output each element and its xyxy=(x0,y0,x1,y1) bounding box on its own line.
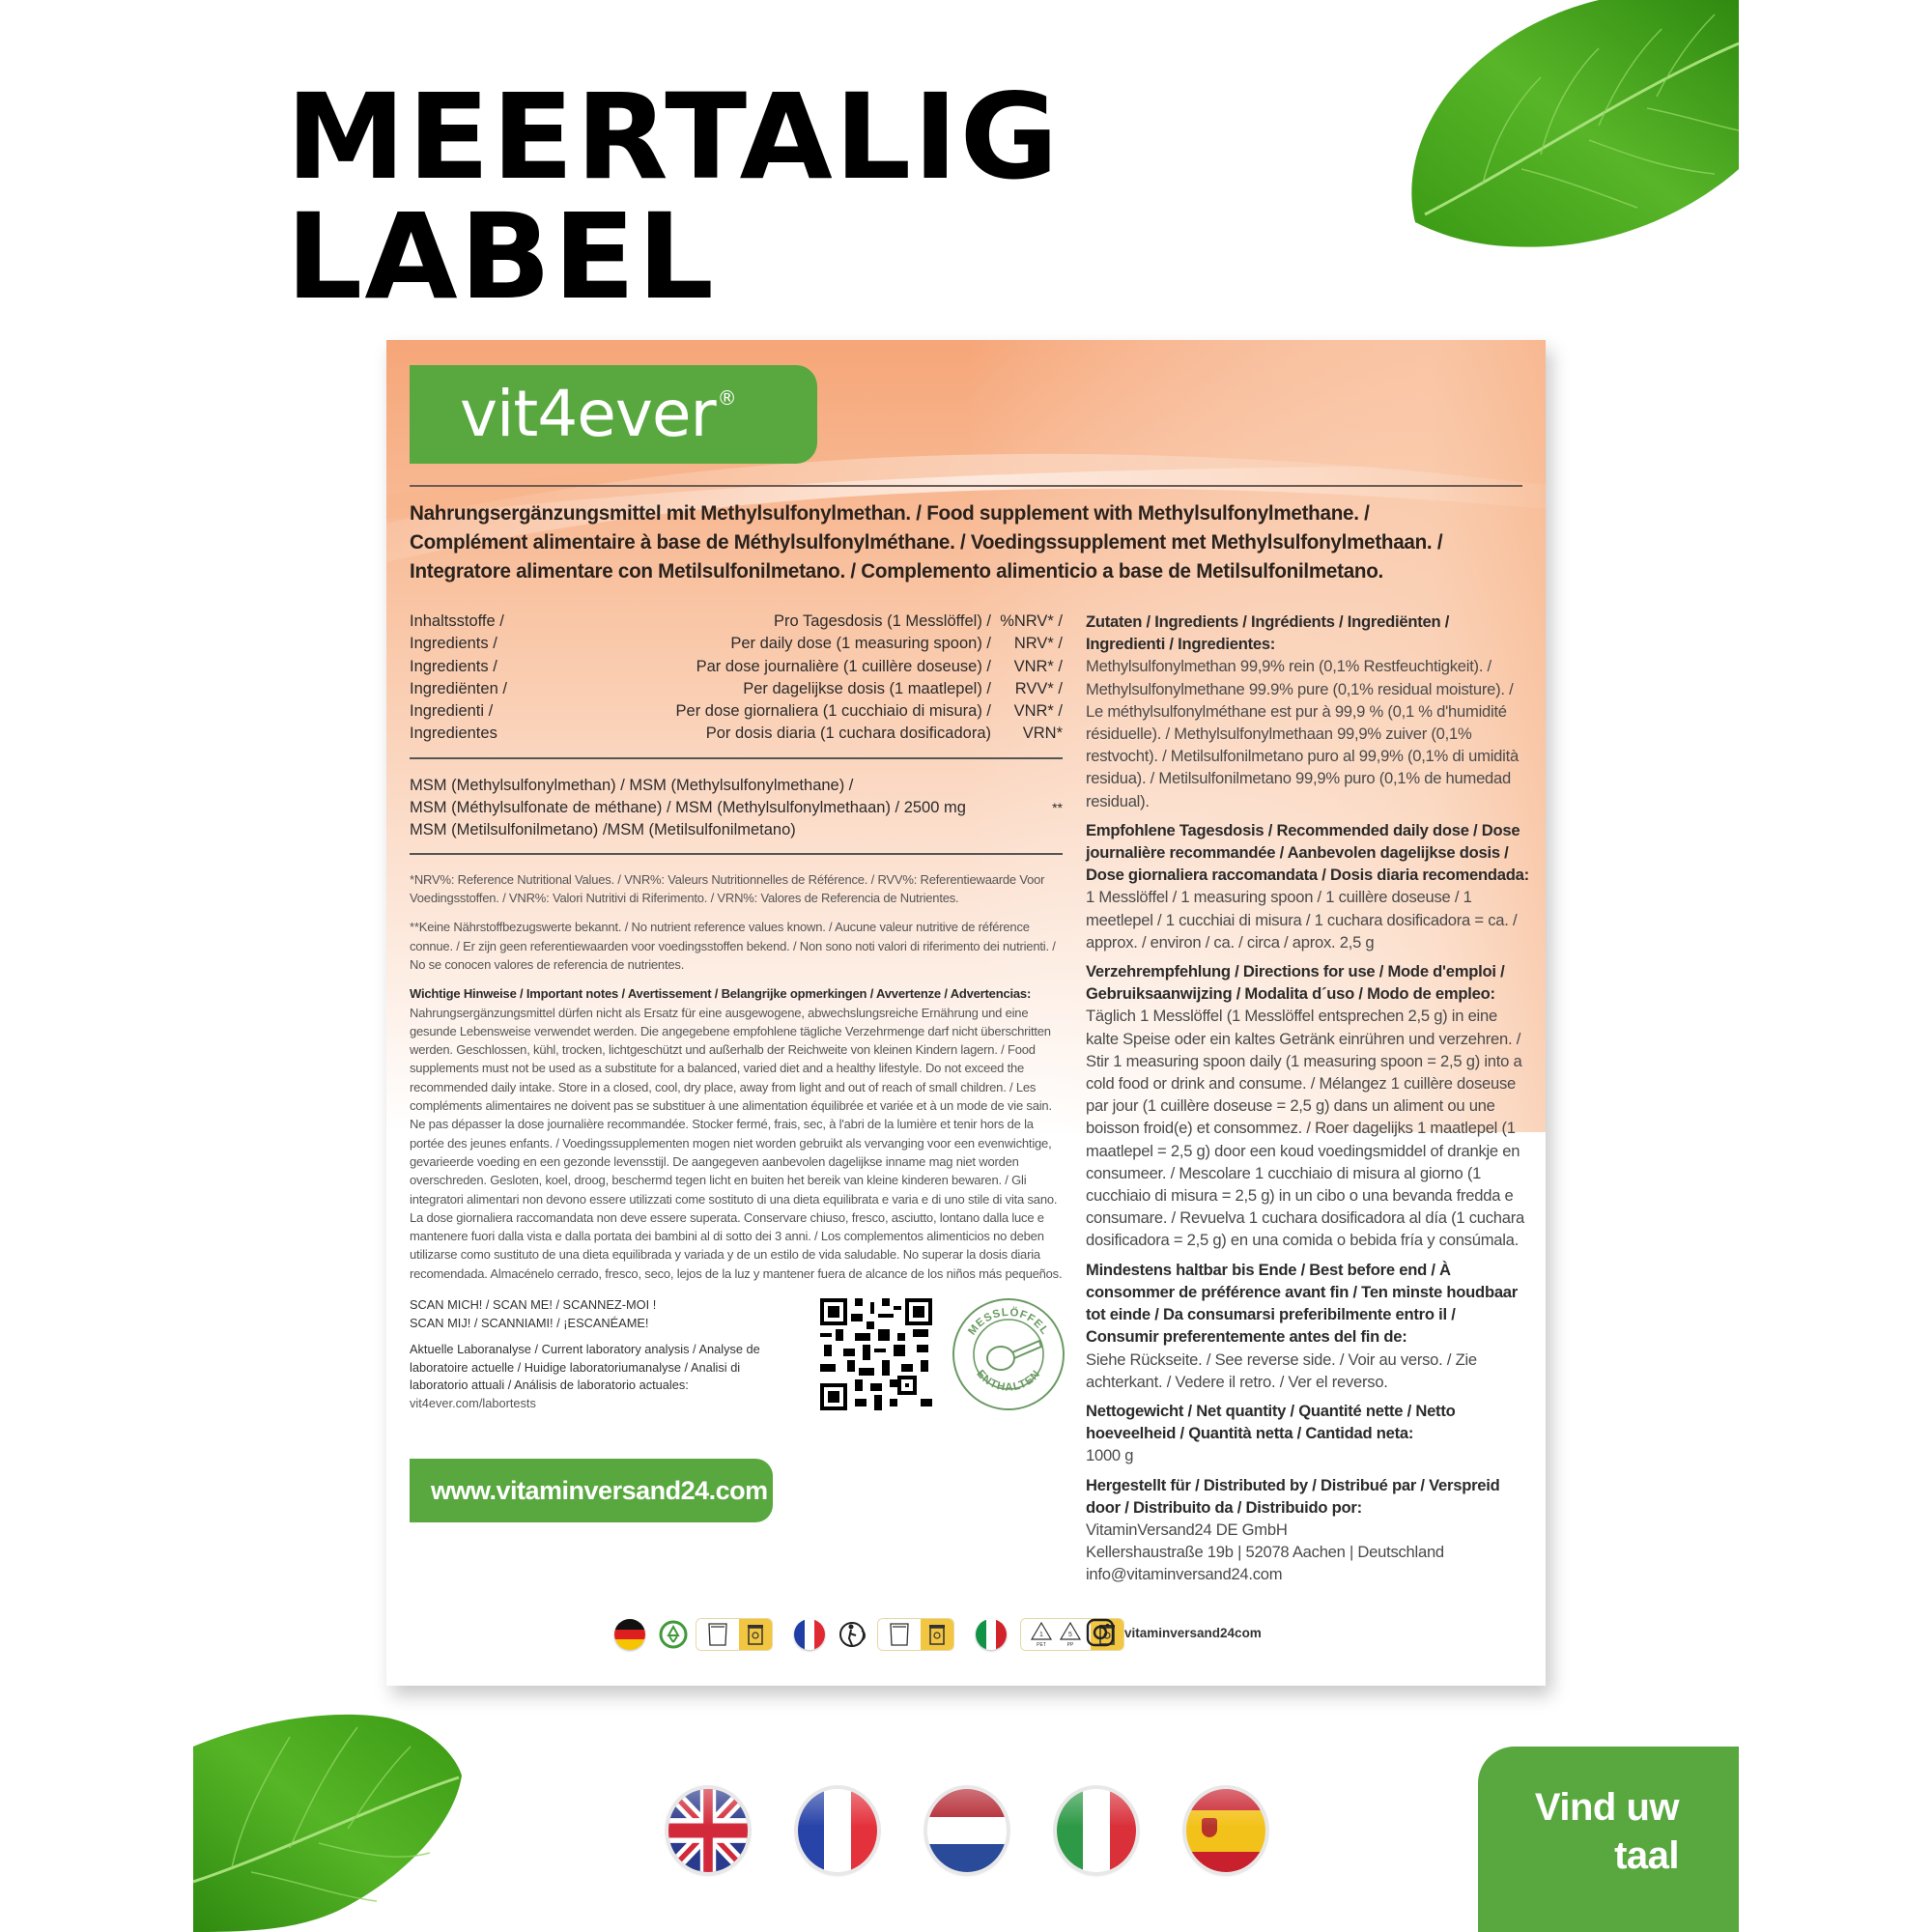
svg-text:1: 1 xyxy=(1039,1632,1043,1638)
flag-spain-icon[interactable] xyxy=(1186,1789,1265,1872)
svg-text:5: 5 xyxy=(1068,1632,1072,1638)
flag-germany-icon xyxy=(614,1619,645,1650)
page-title xyxy=(286,69,1061,326)
flag-uk-icon[interactable] xyxy=(668,1789,748,1872)
distributor-email[interactable]: info@vitaminversand24.com xyxy=(1086,1565,1283,1584)
divider xyxy=(410,853,1063,855)
disposal-card-fr xyxy=(877,1618,954,1651)
instagram-link[interactable] xyxy=(1086,1618,1262,1647)
warnings: Wichtige Hinweise / Important notes / Avertissement / Belangrijke opmerkingen / Avvertenze / Advertencias: Nahrungsergänzungsmittel dürfen nicht als Ersatz für eine ausgewogene, abwechslungsreiche Ernährung und eine gesunde Lebensweise verwendet werden. Die angegebene empfohlene tägliche Verzehrmenge darf nicht überschritten werden. Geschlossen, kühl, trocken, lichtgeschützt und außerhalb der Reichweite von kleinen Kindern lagern. / Food supplements must not be used as a substitute for a balanced, varied diet and a healthy lifestyle. Do not exceed the recommended daily intake. Store in a closed, cool, dry place, away from light and out of reach of small children. / Les compléments alimentaires ne doivent pas se substituer à une alimentation équilibrée et variée et à un mode de vie sain. Ne pas dépasser la dose journalière recommandée. Stocker fermé, frais, sec, à l'abri de la lumière et tenir hors de la portée des jeunes enfants. / Voedingssupplementen mogen niet worden gebruikt als vervanging voor een evenwichtige, gevarieerde voeding en een gezonde levensstijl. De aangegeven aanbevolen dagelijkse inname mag niet worden overschreden. Gesloten, koel, droog, beschermd tegen licht en buiten het bereik van kleine kinderen bewaren. / Gli integratori alimentari non devono essere utilizzati come sostituto di una dieta equilibrata e varia e di uno stile di vita sano. La dose giornaliera raccomandata non deve essere superata. Conservare chiuso, fresco, asciutto, lontano dalla luce e mantenere fuori dalla vista e dalla portata dei bambini al di sotto dei 3 anni. / Los complementos alimenticios no deben utilizarse como sustituto de una dieta equilibrada y variada y de un estilo de vida saludable. No superar la dosis diaria recomendada. Almacénelo cerrado, fresco, seco, lejos de la luz y mantener fuera de alcance de los niños más pequeños. xyxy=(410,986,1063,1281)
pet-1-icon xyxy=(1030,1621,1053,1648)
flag-italy-icon[interactable] xyxy=(1057,1789,1136,1872)
daily-dose-section: Empfohlene Tagesdosis / Recommended daily dose / Dose journalière recommandée / Aanbevolen dagelijkse dosis / Dose giornaliera raccomandata / Dosis diaria recomendada: 1 Messlöffel / 1 measuring spoon / 1 cuillère doseuse / 1 meetlepel / 1 cucchiai di misura / 1 cuchara dosificadora = ca. / approx. / environ / ca. / circa / aprox. 2,5 g xyxy=(1086,820,1529,952)
svg-text:PET: PET xyxy=(1037,1642,1046,1648)
language-flags xyxy=(668,1789,1265,1872)
pp-5-icon xyxy=(1059,1621,1082,1648)
product-label xyxy=(386,340,1546,1686)
scan-section: SCAN MICH! / SCAN ME! / SCANNEZ-MOI ! SCAN MIJ! / SCANNIAMI! / ¡ESCANÉAME! Aktuelle Laboranalyse / Current laboratory analysis / Analyse de laboratoire actuelle / Huidige laboratoriumanalyse / Analisi di laboratorio attuali / Análisis de laboratorio actuales: vit4ever.com/labortests MESSLÖFFEL ENTHALTEN www.vitaminversand24.com xyxy=(410,1296,1063,1548)
product-description: Nahrungsergänzungsmittel mit Methylsulfonylmethan. / Food supplement with Methylsulfonylmethane. / Complément alimentaire à base de Méthylsulfonylméthane. / Voedingssupplement met Methylsulfonylmethaan. / Integratore alimentare con Metilsulfonilmetano. / Complemento alimenticio a base de Metilsulfonilmetano. xyxy=(410,501,1443,582)
measuring-spoon-included-badge xyxy=(951,1296,1066,1412)
flag-france-icon xyxy=(794,1619,825,1650)
qr-code[interactable] xyxy=(819,1298,933,1410)
svg-text:MESSLÖFFEL: MESSLÖFFEL xyxy=(966,1306,1051,1338)
divider xyxy=(410,757,1063,759)
footnote-nrv: *NRV%: Reference Nutritional Values. / VNR%: Valeurs Nutritionnelles de Référence. / RVV%: Referentiewaarde Voor Voedingsstoffen. / VNR%: Valori Nutritivi di Riferimento. / VRN%: Valores de Referencia de Nutrientes. xyxy=(410,871,1045,906)
find-your-language-banner: Vind uw taal xyxy=(1478,1747,1739,1932)
footnotes xyxy=(410,870,1063,1283)
label-right-column xyxy=(1086,611,1530,1593)
recycling-info-row xyxy=(614,1617,1124,1652)
flag-france-icon[interactable] xyxy=(798,1789,877,1872)
leaf-decoration-bottom-left xyxy=(193,1708,464,1932)
instagram-handle: vitaminversand24com xyxy=(1124,1625,1262,1640)
directions-section: Verzehrempfehlung / Directions for use / Mode d'emploi / Gebruiksaanwijzing / Modalita d´uso / Modo de empleo: Täglich 1 Messlöffel (1 Messlöffel entsprechen 2,5 g) in eine kalte Speise oder ein kaltes Getränk einrühren und verzehren. / Stir 1 measuring spoon daily (1 measuring spoon = 2,5 g) into a cold food or drink and consume. / Mélangez 1 cuillère doseuse par jour (1 cuillère doseuse = 2,5 g) dans un aliment ou une boisson froid(e) et consommez. / Roer dagelijks 1 maatlepel (1 maatlepel = 2,5 g) door een koud voedingsmiddel of drankje en consumeer. / Mescolare 1 cucchiaio di misura al giorno (1 cucchiaio di misura = 2,5 g) in un cibo o una bevanda fredda e consumare. / Revuelva 1 cuchara dosificadora al día (1 cuchara dosificadora = 2,5 g) en una comida o bebida fría y consúmala. xyxy=(1086,962,1524,1250)
instagram-icon xyxy=(1086,1618,1115,1647)
flag-netherlands-icon[interactable] xyxy=(927,1789,1007,1872)
net-quantity-section: Nettogewicht / Net quantity / Quantité nette / Netto hoeveelheid / Quantità netta / Cantidad neta: 1000 g xyxy=(1086,1401,1456,1465)
pouch-icon xyxy=(707,1622,728,1647)
brand-logo xyxy=(410,365,817,464)
disposal-card-de xyxy=(696,1618,773,1651)
yellow-bin-icon xyxy=(928,1623,946,1646)
nutrition-table-row-msm: MSM (Methylsulfonylmethan) / MSM (Methylsulfonylmethane) / MSM (Méthylsulfonate de méthane) / MSM (Methylsulfonylmethaan) / 2500 mg MSM (Metilsulfonilmetano) /MSM (Metilsulfonilmetano) ** xyxy=(410,776,1063,838)
brand-name: vit4ever ® xyxy=(460,377,736,451)
flag-italy-icon xyxy=(976,1619,1007,1650)
website-link-button[interactable]: www.vitaminversand24.com xyxy=(410,1459,773,1522)
title-line-2: LABEL xyxy=(286,188,716,326)
title-line-1: MEERTALIG xyxy=(286,69,1061,206)
nutrition-table-header: Inhaltsstoffe / Pro Tagesdosis (1 Messlöffel) / %NRV* / Ingredients / Per daily dose (1 measuring spoon) / NRV* / Ingredients / Par dose journalière (1 cuillère doseuse) / VNR* / Ingrediënten / Per dagelijkse dosis (1 maatlepel) / RVV* / Ingredienti / Per dose giornaliera (1 cucchiaio di misura) / VNR* / Ingredientes Por dosis diaria (1 cuchara dosificadora) VRN* xyxy=(410,612,1063,743)
footnote-no-reference: **Keine Nährstoffbezugswerte bekannt. / No nutrient reference values known. / Aucune valeur nutritive de référence connue. / Er zijn geen referentiewaarden voor voedingsstoffen bekend. / Non sono noti valori di riferimento dei nutrienti. / No se conocen valores de referencia de nutrientes. xyxy=(410,920,1056,972)
divider xyxy=(410,485,1522,487)
best-before-section: Mindestens haltbar bis Ende / Best before end / À consommer de préférence avant fin / Ten minste houdbaar tot einde / Da consumarsi preferibilmente entro il / Consumir preferentemente antes del fin de: Siehe Rückseite. / See reverse side. / Voir au verso. / Zie achterkant. / Vedere il retro. / Ver el reverso. xyxy=(1086,1260,1518,1391)
triman-icon xyxy=(838,1619,869,1650)
distributor-section: Hergestellt für / Distributed by / Distribué par / Verspreid door / Distribuito da / Distribuido por: VitaminVersand24 DE GmbH Kellershaustraße 19b | 52078 Aachen | Deutschland info@vitaminversand24.com xyxy=(1086,1475,1500,1584)
label-left-column xyxy=(410,611,1063,1548)
lab-url: vit4ever.com/labortests xyxy=(410,1395,536,1410)
recycle-circle-icon xyxy=(659,1620,688,1649)
svg-text:PP: PP xyxy=(1066,1642,1074,1648)
leaf-decoration-top-right xyxy=(1406,0,1739,253)
ingredients-section: Zutaten / Ingredients / Ingrédients / Ingrediënten / Ingredienti / Ingredientes: Methylsulfonylmethan 99,9% rein (0,1% Restfeuchtigkeit). / Methylsulfonylmethane 99.9% pure (0,1% residual moisture). / Le méthylsulfonylméthane est pur à 99,9 % (0,1 % d'humidité résiduelle). / Methylsulfonylmethaan 99,9% zuiver (0,1% restvocht). / Metilsulfonilmetano puro al 99,9% (0,1% di umidità residua). / Metilsulfonilmetano 99,9% puro (0,1% de humedad residual). xyxy=(1086,612,1519,810)
svg-text:ENTHALTEN: ENTHALTEN xyxy=(974,1368,1043,1394)
pouch-icon xyxy=(889,1622,910,1647)
yellow-bin-icon xyxy=(747,1623,764,1646)
